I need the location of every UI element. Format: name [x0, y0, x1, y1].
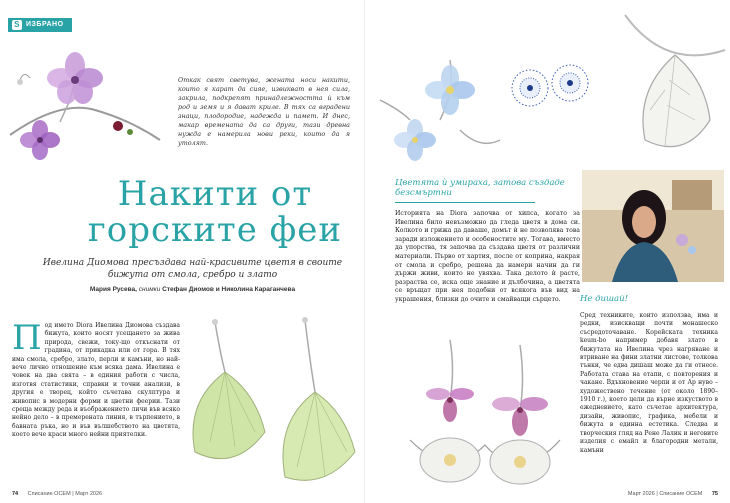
- pull-quote-rule: [395, 202, 535, 203]
- body-text-left-content: од името Diora Ивелина Диомова създава бижута, които носят усещането за жива природа, свежи, току-що откъснати от градина, от прикадка или от гора. В тях има смола, сребро, злато, перли и камъни, но най-вече лично отношение към всяка дама. Ивелина е човек на два свята – в единия работи с числа, изготвя статистики, справки и точни анализи, в другия е творец, който съчетава скулптура и живопис в модерни форми и цветни феерии. Тази среща между реда и въображението личи във всяко нейно дело – в премерената линия, в търпението, в бавната ръка, но и във вълшебството на цветята, което вече краси много нейни приятелки.: [12, 322, 180, 439]
- folio-left-magazine: Списание ОСЕМ: [27, 491, 71, 497]
- byline-photographers: Стефан Диомов и Николина Караганчева: [162, 286, 296, 293]
- drop-cap: П: [12, 318, 42, 358]
- folio-left: 74 Списание ОСЕМ | Март 2026: [12, 491, 103, 497]
- section-tag: [8, 18, 72, 32]
- green-leaf-earrings-photo: [185, 312, 363, 492]
- blue-flower-earrings-photo: [370, 40, 515, 170]
- byline: [40, 286, 345, 293]
- dotted-flower-earrings-photo: [505, 48, 595, 128]
- folio-right-magazine: Списание ОСЕМ: [659, 491, 703, 497]
- body-text-left: [12, 318, 180, 440]
- purple-flower-earrings-photo: [0, 40, 180, 160]
- pull-quote: Цветята ѝ умираха, затова създаде безсмъртни: [395, 178, 565, 198]
- subheading: Не дишай!: [580, 294, 629, 304]
- silver-leaf-pendant-photo: [605, 10, 730, 170]
- magazine-logo-icon: S: [12, 20, 22, 30]
- intro-text: Откак свят светува, жената носи накити, които я карат да сияе, извикват в нея сила, закрила, подкрепят принадлежността ѝ към род и земя и я дават криле. В тях са вградени знаци, плодородие, надежда и памет. И днес, макар времената да са други, тази древна нужда е намерила нови реки, които да я утолят.: [178, 76, 350, 147]
- folio-left-issue: Март 2026: [75, 491, 103, 497]
- body-text-right-column-1: Историята на Diora започва от хипса, когато за Ивелина било невъзможно да гледа цветя в дома си. Колкото и грижа да даваше, домът ѝ не позволява това заради изложението и особеностите му. Тогава, вместо да упорства, тя започва да създава цветя от различни материали. Първо от хартия, после от коприна, накрая от смола и сребро, решена да намери начин да ги държи живи, които не увяхва. Така делото ѝ расте, разраства се, иска още знание и дълбочина, а цветята се връщат при нея подобни от всякога във вид на украшения, близки до очите и смайващи сърцето.: [395, 210, 580, 303]
- folio-right: Март 2026 | Списание ОСЕМ 75: [627, 491, 718, 497]
- section-tag-label: ИЗБРАНО: [26, 21, 64, 28]
- byline-photos-label: снимки: [138, 286, 161, 293]
- right-page: [365, 0, 730, 503]
- page-number-left: 74: [12, 491, 19, 497]
- designer-portrait-photo: [582, 170, 724, 282]
- article-subtitle: Ивелина Диомова пресъздава най-красивите цветя в своите бижута от смола, сребро и злато: [42, 258, 343, 280]
- byline-author: Мария Русева,: [89, 286, 137, 293]
- page-number-right: 75: [711, 491, 718, 497]
- folio-right-issue: Март 2026: [627, 491, 655, 497]
- article-title: Накити от горските феи: [87, 174, 343, 250]
- orchid-earrings-photo: [390, 330, 580, 495]
- body-text-right-column-2: Сред техниките, които използва, има и редки, изискващи почти монашеско съсредоточаване. Корейската техника keum-bo например добавя злато в бижутата на Ивелина чрез нагряване и втриване на фини златни листове, толкова тънки, че едва дишаш може да ги отнесе. Работата става на етапи, с повторения и чакане. Вдъхновение черпи и от Ар нуво – художествено течение (от около 1890–1910 г.), което цели да върне изкуството в ежедневието, като съчетае архитектура, дизайн, живопис, графика, мебели и бижута в единна естетика. Следва и творческия гляд на Рене Лалик и неговите изделия с емайл и благородни метали, камъни: [580, 312, 718, 454]
